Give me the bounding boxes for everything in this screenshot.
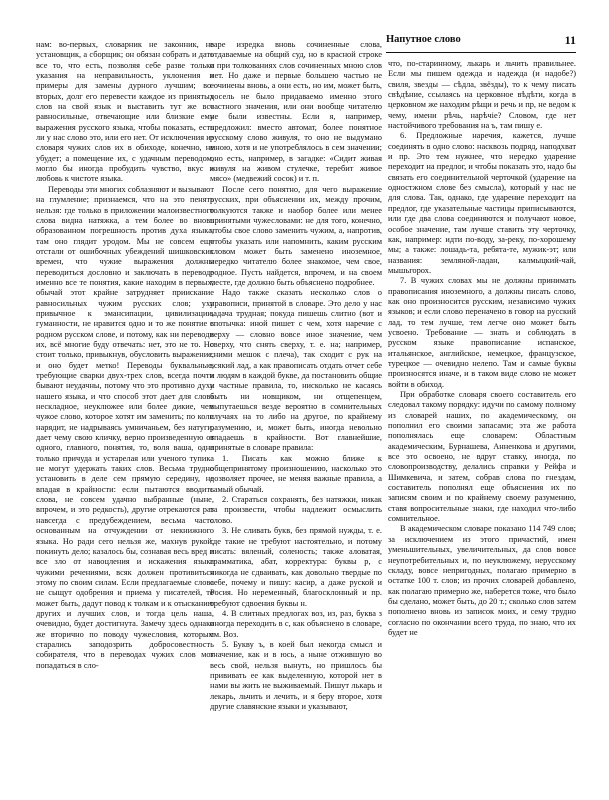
paragraph: Переводы эти многих соблазняют и вызывают на глумление; признаемся, что на это пенять нельзя: где только в приложении малоизвестного слова видна натяжка, а тем более во вновь образованном погрешность против духа языка, там оно глядит уродом. Мы не совсем еще отстали от ошибочных убеждений шишковских времен, что чужие выражения должны переводиться дословно и заключать в переводе именно все те понятия, какие находим в первых; обычай этот крайне затрудняет приискание равносильных чужим русских слов; уху привычное к эмансипации, цивилизации, гуманности, не нравится одно и то же понятие в родном русском слове, и потому, как ни переводи их, всё многие буду отвечать: нет, это не то. Но стоит только, привыкнув, обусловить выражение, и оно будет метко! Переводы буквальные, требующие сварки двух-трех слов, всегда почти бывают неудачны, потому что это противно духу нашего языка, и что способ этот дает для слова нескладное, неуклюжее или более дикие, чем чужое слово, которое хотят им заменить; по коли нарядит, не надрываясь умничаньем, без натуги, дает чему свою кличку, верно произведенную от одного, главного, понятия, то, воля ваша, одна только причуда и устарелая или ученого тупика не могут удержать таких слов. Весьма трудно установить в деле сем прямую середину, не впадая в крайности: если пытаются вводить слова, не совсем удачно выбранные (ныне, впрочем, и это редкость), другие отрекаются раз навсегда с предубеждением, весьма часто основанным на отчуждении от некнижного языка. Но ради сего нельзя же, махнув рукой, покинуть дело; казалось бы, сознавая весь вред и все зло от навоцления и искажения языка чужими речениями, всяк должен противиться этому по своим силам. Если предлагаемые слова не сыщут одобрения и приема у писателей, то может быть, дадут повод к толкам и к отысканию других и лучших слов, и тогда цель наша, очевидно, будет достигнута. Замечу здесь однако же вторично по поводу чужесловия, которым старались заподозрить добросовестность собирателя, что в переводах чужих слов мог попадаться в сло-: [36, 184, 214, 670]
header-rule: [386, 52, 576, 53]
paragraph: что, по-старинному, лькарь и льчить правильнее. Если мы пишем одежда и надежда (и надобе?) свиля, звезды — сѣдла, звёзды), то к чему писать свѣдѣние, ссылаясь на церковное вѣдѣти, когда в церковном же находим рѣщи и речь и пр, не ведом к чему, имени рѣчь, нарѣчіе? Словом, где нет настойчивого требования на ъ, там пишу е.: [388, 59, 576, 131]
paragraph: В академическом словаре показано 114 749 слов; за исключением из этого причастий, имен уменьшительных, увеличительных, да слов вовсе неупотребительных и, по неуклюжему, нерусскому складу, вовсе непригодных, полагаю примерно в остатке 100 т. слов; из прочих словарей добавлено, как полагаю примерно же, наберется тоже, что было бы сделано, может быть, до 20 т.; сколько слов затем пополнено вновь из записок моих, и сему трудно согласно по окончании всего труда, по знаю, что их будет не: [388, 524, 576, 637]
paragraph: Надо также сказать несколько слов о правописи, принятой в словаре. Это дело у нас задача трудная; покуда пишешь слитно (вот и спотычка: иной пишет с чем, хотя наречие с верху — словно вовсе иное значение, чем сверху, что снять сверху, т. е. на; например, сними мешок с плеча), так сходит с рук на всякий лад, а как правописать отдать отчет себе и людям в каждой букве, да постановить общие и частные правила, то, нисколько не касаясь быть ни новщиком, ни отщепенцем, выпутаешься везде вероятно в сомнительных случаях на то либо на другое, по крайнему разумению, и, может быть, иногда невольно впадаешь в крайности. Вот главнейшие, принятые в словаре правила:: [210, 288, 382, 453]
page-number: 11: [564, 33, 576, 47]
running-title: Напутное слово: [386, 34, 461, 45]
running-header: [386, 34, 576, 50]
list-item: 2. Стараться сохранять, без натяжки, никак та произвести, чтобы надлежит осмыслить слово.: [210, 495, 382, 525]
list-item: 4. В слитных предлогах воз, из, раз, буква з иногда переходить в с, как объяснено в словаре, см. Воз.: [210, 608, 382, 639]
column-left: [36, 40, 214, 671]
list-item: 5. Букву ъ, в коей был некогда смысл и значение, как и в юсь, а ныне отжившую во весь свой, нельзя вынуть, но пришлось бы прививать ее как выделенную, которой нет в нами вы жить не выживаемый. Пишут лькарь и лекарь, льчить и лечить, и я беру второе, хотя другие славянские языки и указывают,: [210, 639, 382, 711]
paragraph: варе изредка вновь сочиненные слова, отдаваемые на общий суд, но в красной строке и при толкованиях слов сочиненных мною слов нет. Но даже и первые большею частью не сочинены вновь, а они есть, но им, может быть, досель не было придаваемо именно этого частного значения, или они вообще читателю не были известны. Если я, например, предложил: вместо автомат, более понятное русскому слово живуля, то оно не выдумано мною, хотя и не употреблялось в сем значении; оно есть, например, в загадке: «Сидит живая живуля на живом стулечке, теребит живое мясо» (медвежий сосок) и т. п.: [210, 40, 382, 184]
paragraph: 6. Предложные наречия, кажется, лучше соединять в одно слово: насквозь подряд, наподхват и пр. Это тем нужнее, что нередко ударение переходит на предлог, и чтобы показать это, надо бы связать его соединительной черточкой (ударение на одностжном слове без смысла), который у нас не для слова. Так, однако, где ударение переходит на предлог, где указательные частицы приписываются, или где два слова соединяются и получают новое, особое значение, там лучше ставить эту черточку, как, например: идти по-воду, за-реку, по-хорошему мы; а также: лошадь-та, ребята-те, мужик-эт; или названия: земляной-ладан, калмыцкий-чай, мышьгорох.: [388, 131, 576, 275]
list-item: 1. Писать как можно ближе к общепринятому произношению, насколько это дозволяет прочее, не меняя важные правила, а самый обычай.: [210, 453, 382, 494]
column-right: [388, 59, 576, 638]
paragraph: После сего понятно, для чего выражение русских, при объяснении их, между прочим, толкуются также и наобор более или менее принятыми чужесловами: не для того, конечно, чтобы свое слово заменить чужим, а, напротив, чтобы указать или напомнить, каким русским словом может быть заменено иноземное, нередко читателю более знакомое, чем свое, родное. Пусть найдется, впрочем, и на своем месте, где должно быть объяснено подробнее.: [210, 184, 382, 287]
list-item: 3. Не сливать букв, без прямой нужды, т. е. где такие не требуют настоятельно, и потому писать: вяленый, соленость; также аловатая, грамматика, абат, корректура: буквы р, с никогда не сдваивать, как довольно твердые по себе, почему и пишу: касир, а даже руской и Росия. Но неременный, благосклонный и пр. требуют сдвоения буквы н.: [210, 526, 382, 608]
paragraph: 7. В чужих словах мы не должны принимать правописания иноземного, а должны писать слово, как оно произносится русским, независимо чужих языков; и если слово переначено в говор на русский лад, то тем лучше, тем легче оно может быть усвоено. Требование — знать и соблюдать в русском языке правописание испанское, итальянское, английское, немецкое, французское, турецкое — очевидно нелепо. Там и самые буквы произносятся иначе, и в таком виде слово не может войти в обиход.: [388, 276, 576, 389]
rules-list: [210, 454, 382, 713]
column-middle: [210, 40, 382, 712]
paragraph: При обработке словаря своего составитель его следовал такому порядку: идучи по самому полному из словарей наших, по академическому, он пополнил его своими запасами; эта же работа пополнялась еще словарем: Областным академическим, Бурнашева, Анненкова и другими, все это освоено, не вдруг ставку, иногда, по словопроизводству, делались справки у Рейфа и Шимкевича, и затем, собрав слова по гнездам, составитель пополнял еще объяснения их по записям своим и по крайнему своему разумению, ставя вопросительные знаки, где находил что-либо сомнительное.: [388, 390, 576, 524]
paragraph: нам: во-первых, словарник не законник, не установщик, а сборщик; он обязан собрать и дать все то, что есть, позволяя себе разве только указания на неправильность, уклонения и примеры для замены дурного лучшим; во-вторых, долг его перевести каждое из принятых слов на свой язык и выставить тут же все равносильные, отвечающие или близкие ему выражения русского языка, чтобы показать, есть ли у нас слово это, или его нет. От исключения из словаря чужих слов их в обиходе, конечно, не убудет; а помещение их, с удачным переводом, могло бы иногда пробудить чувство, вкус и любовь к чистоте языка.: [36, 40, 214, 184]
